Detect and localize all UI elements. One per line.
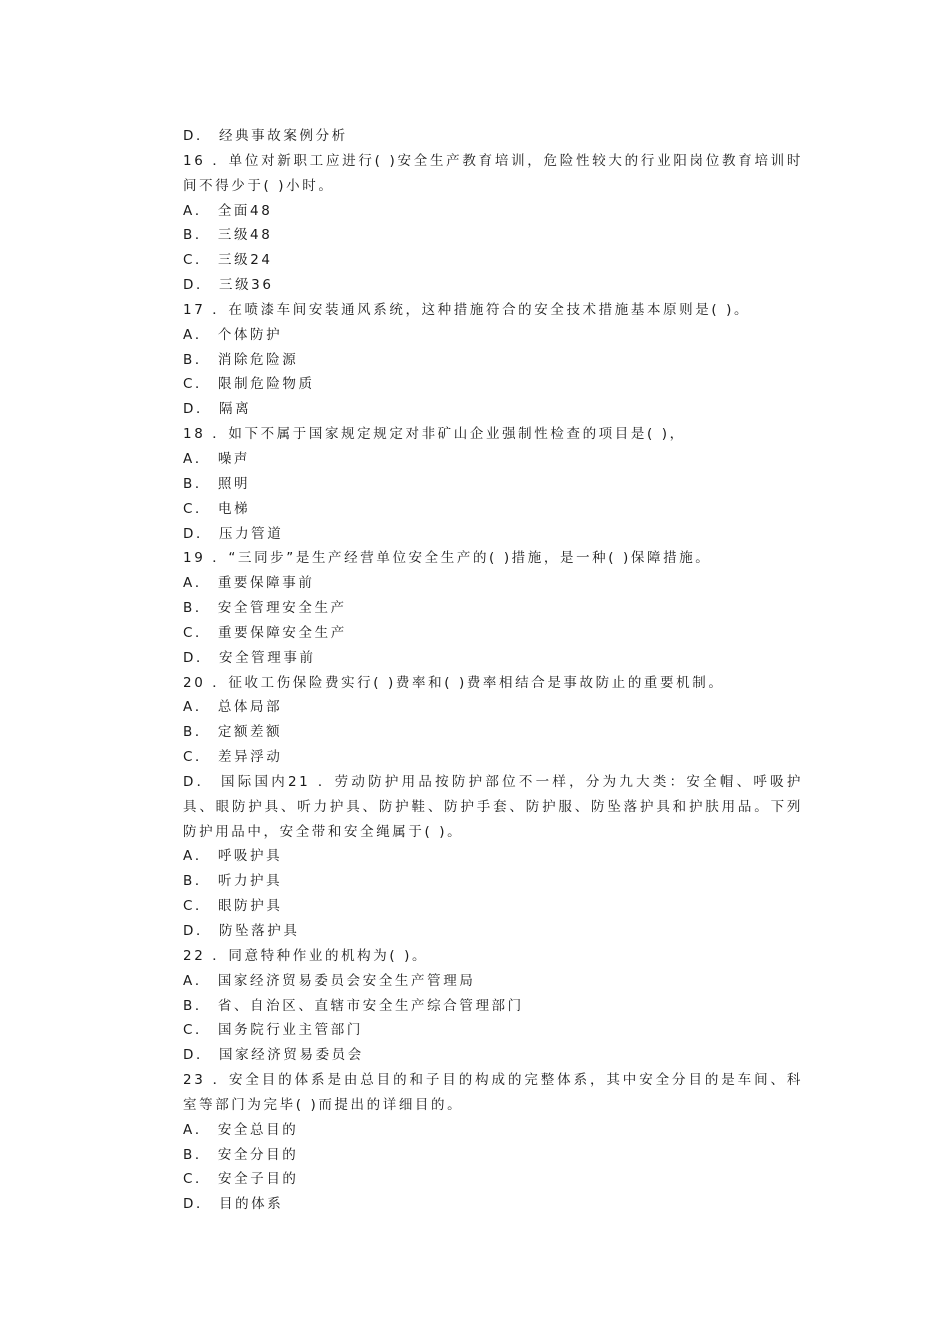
- option-line: A． 噪声: [183, 450, 251, 467]
- option-line: A． 安全总目的: [183, 1121, 299, 1138]
- option-line: C． 眼防护具: [183, 898, 283, 915]
- question-text: 19 ．“三同步”是生产经营单位安全生产的( )措施，是一种( )保障措施。: [183, 550, 712, 567]
- option-line: B． 听力护具: [183, 873, 283, 890]
- question-text: 17 ．在喷漆车间安装通风系统，这种措施符合的安全技术措施基本原则是( )。: [183, 301, 751, 318]
- option-line: C． 安全子目的: [183, 1171, 299, 1188]
- option-line: B． 定额差额: [183, 724, 283, 741]
- option-line: B． 安全管理安全生产: [183, 600, 347, 617]
- option-line: D． 安全管理事前: [183, 649, 316, 666]
- option-line: D． 国家经济贸易委员会: [183, 1047, 364, 1064]
- option-line: C． 电梯: [183, 500, 251, 517]
- option-line: C． 差异浮动: [183, 749, 283, 766]
- question-text: 23 ．安全目的体系是由总目的和子目的构成的完整体系，其中安全分目的是车间、科室等部门为完毕( )而提出的详细目的。: [183, 1072, 803, 1113]
- option-line: D． 隔离: [183, 401, 252, 418]
- option-line: A． 总体局部: [183, 699, 283, 716]
- option-line: B． 消除危险源: [183, 351, 299, 368]
- option-line: D． 防坠落护具: [183, 923, 300, 939]
- option-line: A． 重要保障事前: [183, 575, 315, 592]
- question-text: 18 ．如下不属于国家规定规定对非矿山企业强制性检查的项目是( )，: [183, 426, 686, 443]
- question-text: D． 国际国内21 ．劳动防护用品按防护部位不一样，分为九大类：安全帽、呼吸护具、眼防护具、听力护具、防护鞋、防护手套、防护服、防坠落护具和护肤用品。下列防护用品中，安全带和安全绳属于( )。: [183, 773, 803, 840]
- question-text: 22 ．同意特种作业的机构为( )。: [183, 947, 429, 964]
- question-text: 16 ．单位对新职工应进行( )安全生产教育培训，危险性较大的行业阳岗位教育培训时间不得少于( )小时。: [183, 152, 803, 194]
- option-line: B． 省、自治区、直辖市安全生产综合管理部门: [183, 997, 524, 1014]
- option-line: B． 三级48: [183, 227, 273, 244]
- option-line: C． 国务院行业主管部门: [183, 1022, 363, 1039]
- option-line: B． 照明: [183, 475, 251, 492]
- option-line: D． 经典事故案例分析: [183, 128, 348, 144]
- option-line: D． 三级36: [183, 277, 274, 294]
- option-line: C． 限制危险物质: [183, 376, 315, 393]
- option-line: A． 个体防护: [183, 326, 283, 343]
- option-line: C． 三级24: [183, 252, 273, 269]
- question-text: 20 ．征收工伤保险费实行( )费率和( )费率相结合是事故防止的重要机制。: [183, 674, 725, 691]
- option-line: A． 呼吸护具: [183, 848, 283, 865]
- option-line: A． 国家经济贸易委员会安全生产管理局: [183, 972, 476, 989]
- option-line: D． 目的体系: [183, 1196, 284, 1213]
- option-line: A． 全面48: [183, 202, 273, 219]
- option-line: C． 重要保障安全生产: [183, 624, 347, 641]
- document-page: [183, 124, 803, 1217]
- option-line: D． 压力管道: [183, 525, 284, 542]
- option-line: B． 安全分目的: [183, 1146, 299, 1163]
